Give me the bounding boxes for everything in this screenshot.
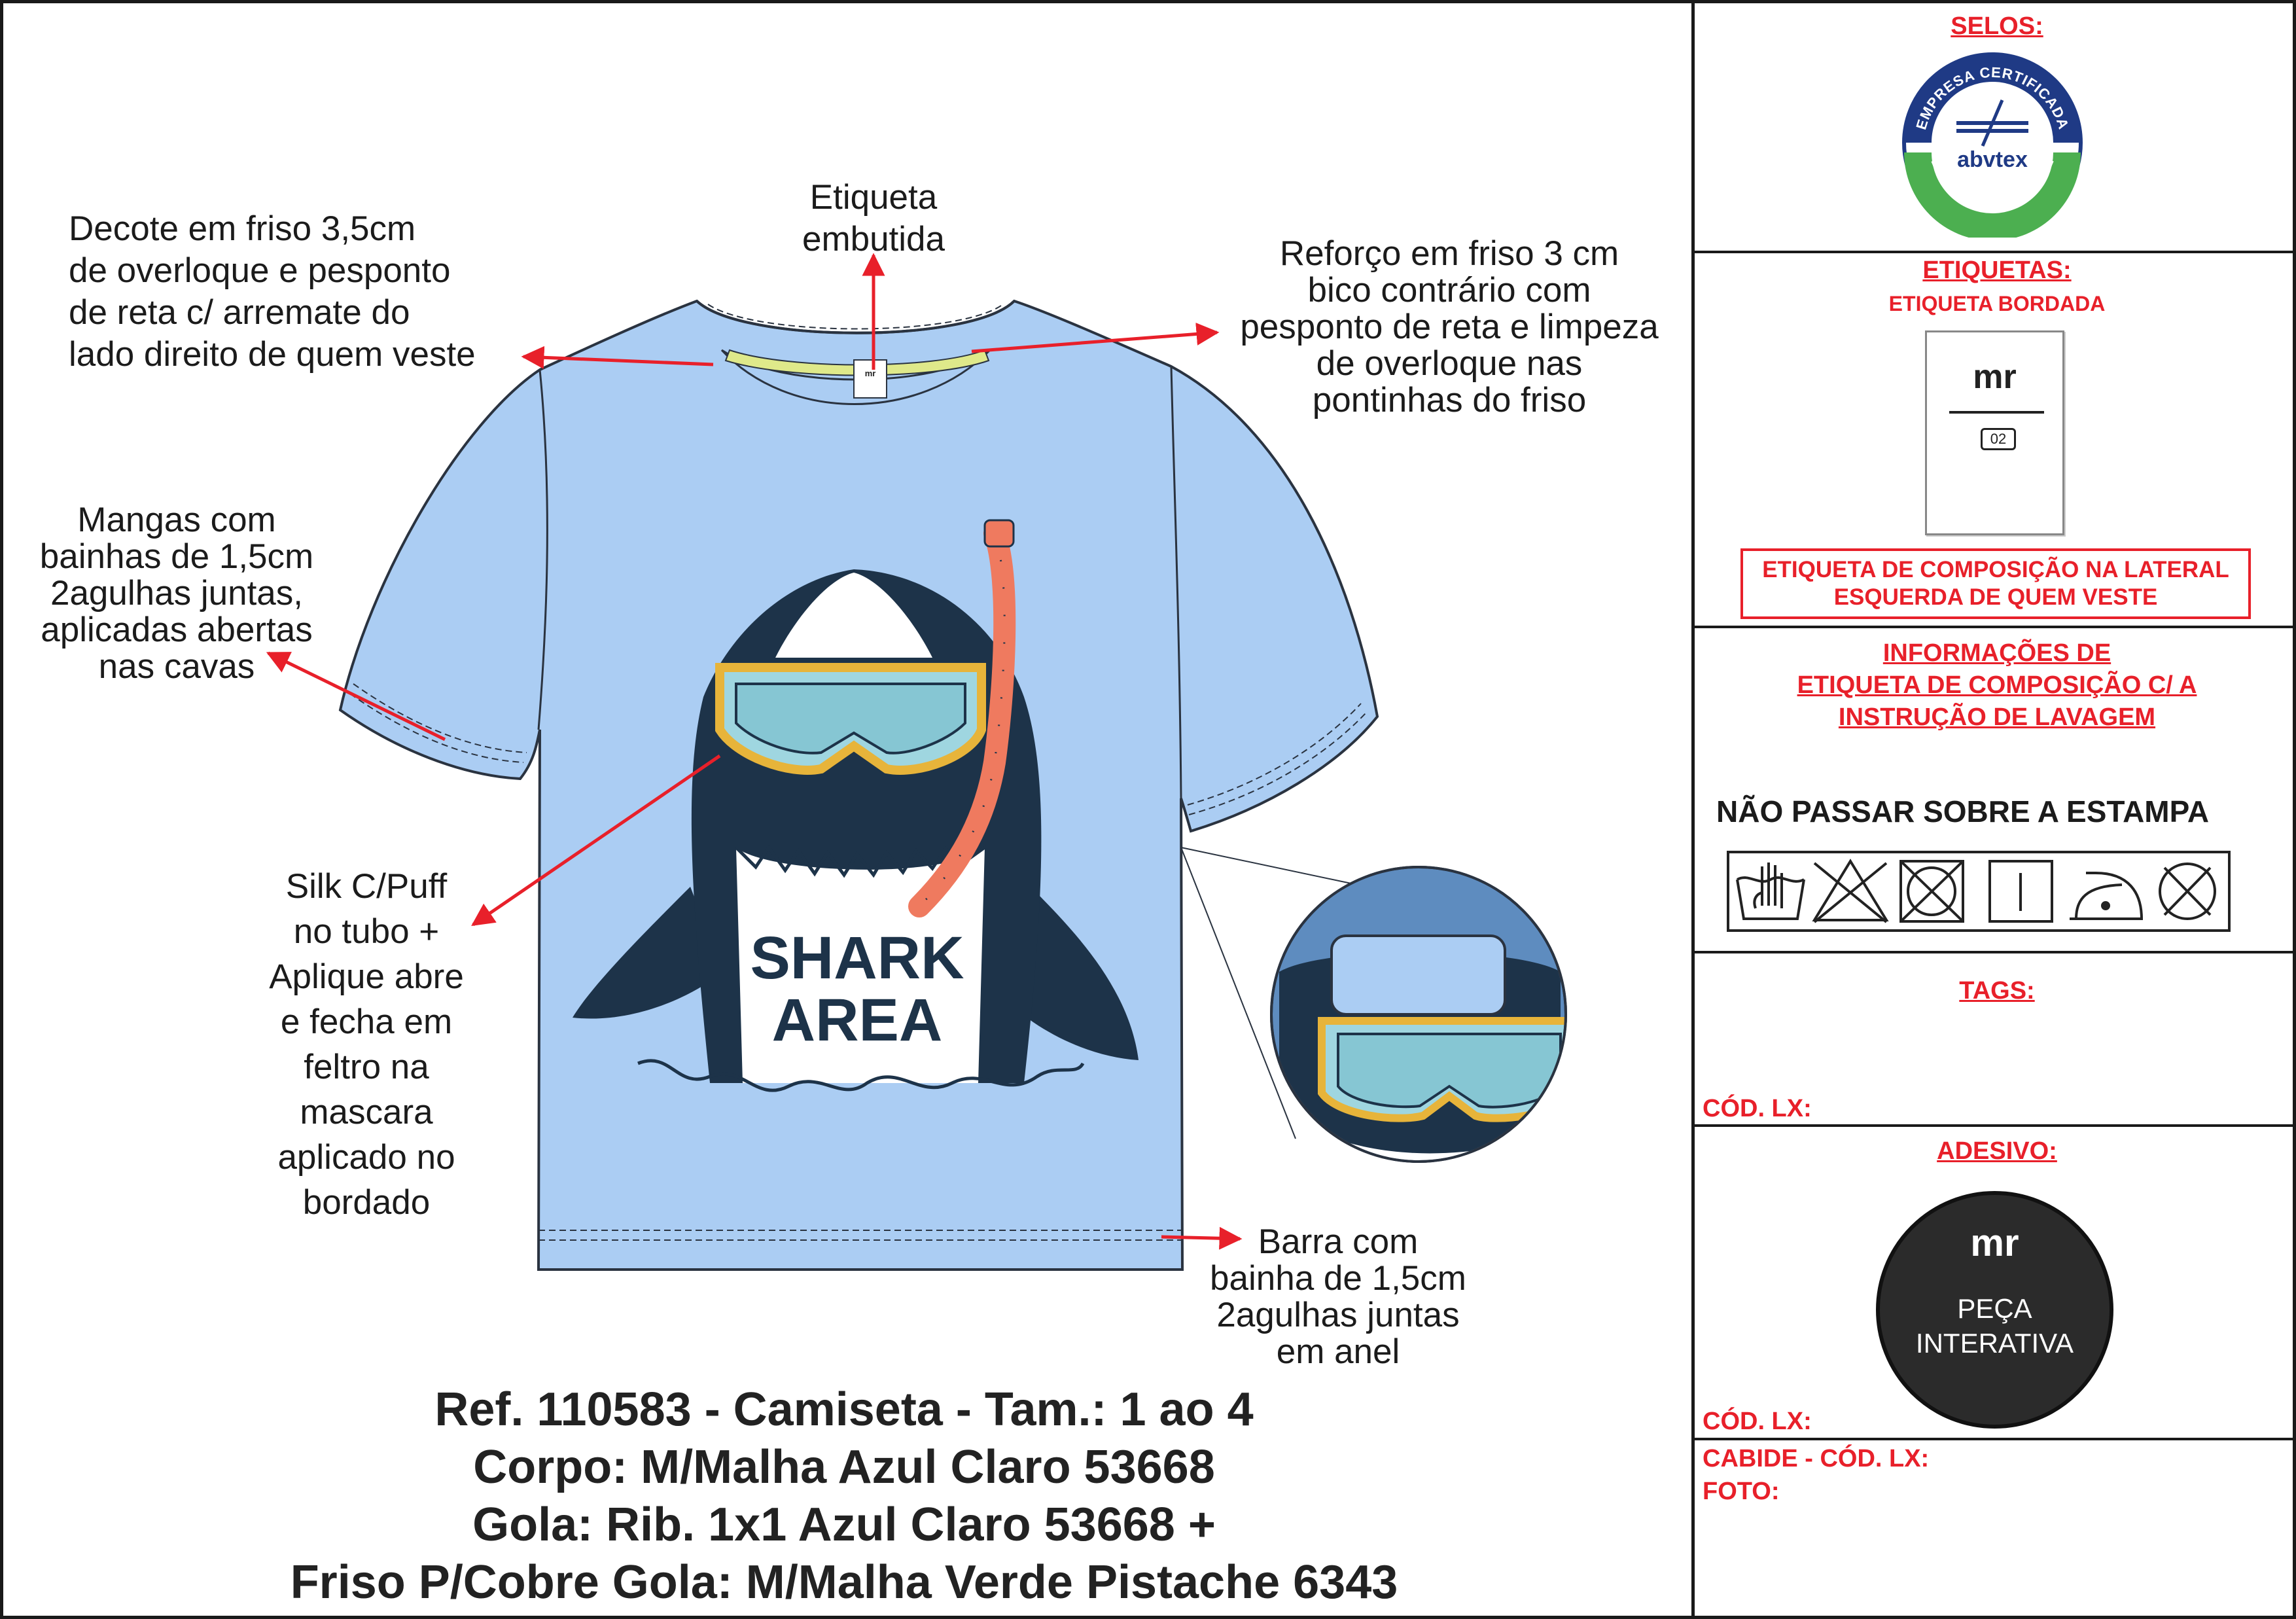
iron-low-icon xyxy=(2070,873,2142,919)
panel-rule xyxy=(1691,951,2296,953)
note-line: de overloque e pesponto xyxy=(69,251,451,290)
note-line: Aplique abre xyxy=(269,957,464,996)
note-line: no tubo + xyxy=(293,912,440,951)
note-reforco xyxy=(1214,236,1685,419)
care-warning: NÃO PASSAR SOBRE A ESTAMPA xyxy=(1716,794,2210,828)
note-line: Silk C/Puff xyxy=(285,867,448,906)
seal-bottom-text: EM RESPONSABILIDADE SOCIAL xyxy=(1928,157,2057,207)
zoom-callout xyxy=(1181,847,1606,1181)
note-line: feltro na xyxy=(304,1048,429,1086)
note-line: aplicadas abertas xyxy=(41,611,313,649)
note-line: bainha de 1,5cm xyxy=(1210,1259,1466,1298)
panel-rule xyxy=(1691,626,2296,628)
embroidered-label-card xyxy=(1925,330,2064,535)
note-line: Mangas com xyxy=(77,501,276,539)
sticker-line2: INTERATIVA xyxy=(1915,1328,2074,1359)
composition-note-box xyxy=(1740,548,2251,619)
note-barra xyxy=(1181,1224,1495,1370)
note-line: Reforço em friso 3 cm xyxy=(1279,234,1619,273)
informacoes-label-line: INSTRUÇÃO DE LAVAGEM xyxy=(1838,703,2156,731)
note-line: em anel xyxy=(1276,1332,1400,1371)
informacoes-label-line: ETIQUETA DE COMPOSIÇÃO C/ A xyxy=(1797,671,2197,699)
tags-label: TAGS: xyxy=(1959,977,2035,1005)
print-text-line2: AREA xyxy=(771,987,943,1054)
composition-note-line: ESQUERDA DE QUEM VESTE xyxy=(1833,584,2158,610)
etiquetas-label: ETIQUETAS: xyxy=(1922,257,2072,284)
label-brand: mr xyxy=(1973,358,2017,396)
seal-top-text: EMPRESA CERTIFICADA xyxy=(1913,63,2072,132)
note-line: e fecha em xyxy=(280,1003,453,1041)
note-line: bainhas de 1,5cm xyxy=(39,537,314,576)
sticker-line1: PEÇA xyxy=(1957,1293,2032,1324)
label-size: 02 xyxy=(1981,428,2016,450)
product-spec-title xyxy=(173,1381,1515,1611)
note-etiqueta-embutida xyxy=(775,177,972,260)
panel-rule xyxy=(1691,251,2296,253)
panel-rule xyxy=(1691,1438,2296,1440)
neck-label xyxy=(854,360,887,398)
care-symbols xyxy=(1727,851,2231,932)
note-line: nas cavas xyxy=(98,647,255,686)
no-tumble-dry-icon xyxy=(1901,861,1963,921)
note-line: lado direito de quem veste xyxy=(69,335,476,374)
sticker-brand: mr xyxy=(1970,1222,2019,1264)
note-line: bico contrário com xyxy=(1307,271,1591,310)
hand-wash-icon xyxy=(1737,863,1804,919)
informacoes-label xyxy=(1695,637,2296,734)
note-line: bordado xyxy=(302,1183,431,1222)
note-line: Barra com xyxy=(1258,1222,1419,1261)
note-line: de overloque nas xyxy=(1316,344,1583,383)
title-line-friso: Friso P/Cobre Gola: M/Malha Verde Pistache 6343 xyxy=(290,1556,1398,1609)
tags-cod-lx: CÓD. LX: xyxy=(1703,1095,1812,1122)
title-line-ref: Ref. 110583 - Camiseta - Tam.: 1 ao 4 xyxy=(434,1383,1254,1436)
foto-label: FOTO: xyxy=(1703,1478,1780,1505)
title-line-gola: Gola: Rib. 1x1 Azul Claro 53668 + xyxy=(472,1499,1216,1551)
note-line: de reta c/ arremate do xyxy=(69,293,410,332)
print-text-line1: SHARK xyxy=(750,925,964,991)
informacoes-label-line: INFORMAÇÕES DE xyxy=(1882,639,2111,667)
line-dry-icon xyxy=(1990,861,2052,921)
note-line: Decote em friso 3,5cm xyxy=(69,209,416,248)
note-line: pontinhas do friso xyxy=(1312,381,1587,419)
note-line: 2agulhas juntas xyxy=(1216,1296,1460,1334)
panel-divider xyxy=(1691,3,1695,1619)
label-rule xyxy=(1949,411,2044,414)
title-line-corpo: Corpo: M/Malha Azul Claro 53668 xyxy=(473,1441,1215,1493)
selos-label: SELOS: xyxy=(1951,12,2043,40)
adesivo-cod-lx: CÓD. LX: xyxy=(1703,1408,1812,1435)
note-line: aplicado no xyxy=(277,1138,455,1177)
note-line: mascara xyxy=(300,1093,433,1131)
note-line: pesponto de reta e limpeza xyxy=(1240,308,1659,346)
note-mangas xyxy=(10,502,344,685)
interactive-sticker xyxy=(1876,1191,2113,1429)
seal-brand: abvtex xyxy=(1957,147,2028,172)
note-silk xyxy=(236,864,497,1225)
cabide-cod-lx: CABIDE - CÓD. LX: xyxy=(1703,1445,1930,1472)
abvtex-seal xyxy=(1898,48,2087,238)
etiqueta-bordada-label: ETIQUETA BORDADA xyxy=(1888,292,2106,315)
no-dry-clean-icon xyxy=(2160,864,2215,919)
panel-rule xyxy=(1691,1124,2296,1127)
composition-note-line: ETIQUETA DE COMPOSIÇÃO NA LATERAL xyxy=(1762,557,2229,582)
note-decote xyxy=(69,208,540,376)
no-bleach-icon xyxy=(1814,861,1886,922)
adesivo-label: ADESIVO: xyxy=(1937,1137,2057,1165)
note-line: Etiqueta xyxy=(809,178,938,217)
note-line: 2agulhas juntas, xyxy=(50,574,303,613)
neck-label-text: mr xyxy=(864,368,876,378)
note-line: embutida xyxy=(802,220,945,258)
